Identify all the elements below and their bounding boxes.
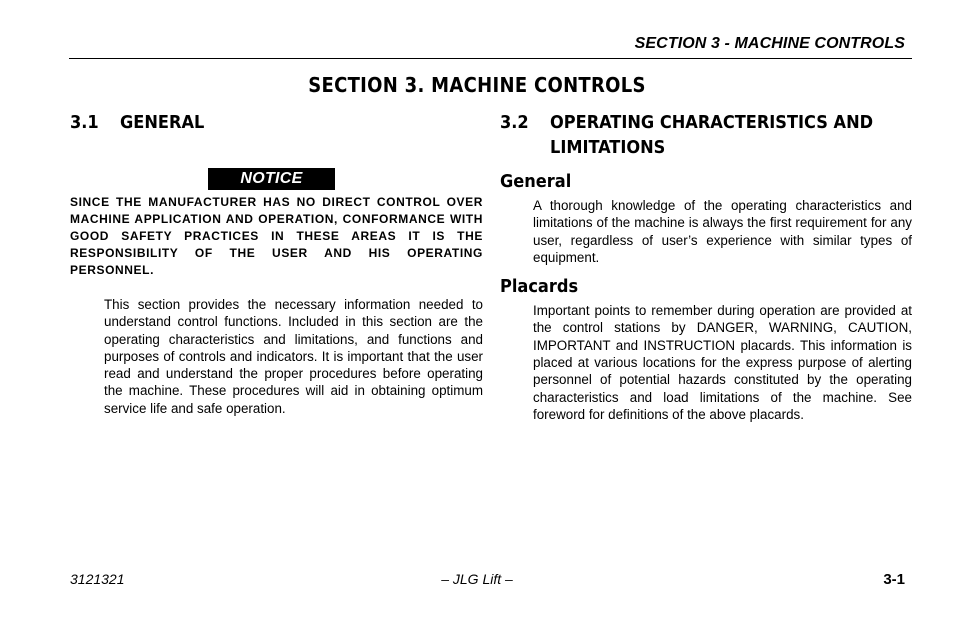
section-number: 3.1	[70, 112, 99, 133]
left-column	[70, 110, 483, 417]
footer-doc-number: 3121321	[70, 571, 125, 587]
footer-page-number: 3-1	[883, 571, 905, 588]
placards-text: Important points to remember during operation are provided at the control stations by DANGER, WARNING, CAUTION, IMPORTANT and INSTRUCTION placards. This information is placed at various locations for the express purpose of alerting personnel of potential hazards constituted by the operating characteristics and load limitations of the machine. See foreword for definitions of the above placards.	[533, 303, 912, 422]
header-rule	[69, 58, 912, 59]
section-title: OPERATING CHARACTERISTICS AND LIMITATIONS	[550, 112, 874, 158]
right-column	[500, 110, 912, 423]
general-paragraph: This section provides the necessary information needed to understand control functions. Included in this section are the operating characteristics and limitations, and functions and purposes of controls and indicators. It is important that the user read and understand the proper procedures before operating the machine. These procedures will aid in obtaining optimum service life and safe operation.	[104, 297, 483, 416]
general-text: A thorough knowledge of the operating characteristics and limitations of the machine is always the first requirement for any user, regardless of user’s experience with similar types of equipment.	[533, 198, 912, 265]
footer-publisher: – JLG Lift –	[441, 571, 513, 587]
section-title: GENERAL	[120, 112, 205, 133]
subheading-placards: Placards	[500, 276, 579, 298]
notice-badge: NOTICE	[208, 168, 335, 190]
running-header: SECTION 3 - MACHINE CONTROLS	[634, 35, 905, 52]
subheading-general: General	[500, 171, 572, 192]
section-number: 3.2	[500, 112, 529, 133]
page-title: SECTION 3. MACHINE CONTROLS	[308, 73, 646, 97]
section-heading-general	[70, 110, 483, 135]
section-heading-operating	[500, 110, 912, 160]
notice-text: SINCE THE MANUFACTURER HAS NO DIRECT CONTROL OVER MACHINE APPLICATION AND OPERATION, CONFORMANCE WITH GOOD SAFETY PRACTICES IN THESE AREAS IT IS THE RESPONSIBILITY OF THE USER AND HIS OPERATING PERSONNEL.	[70, 195, 483, 277]
